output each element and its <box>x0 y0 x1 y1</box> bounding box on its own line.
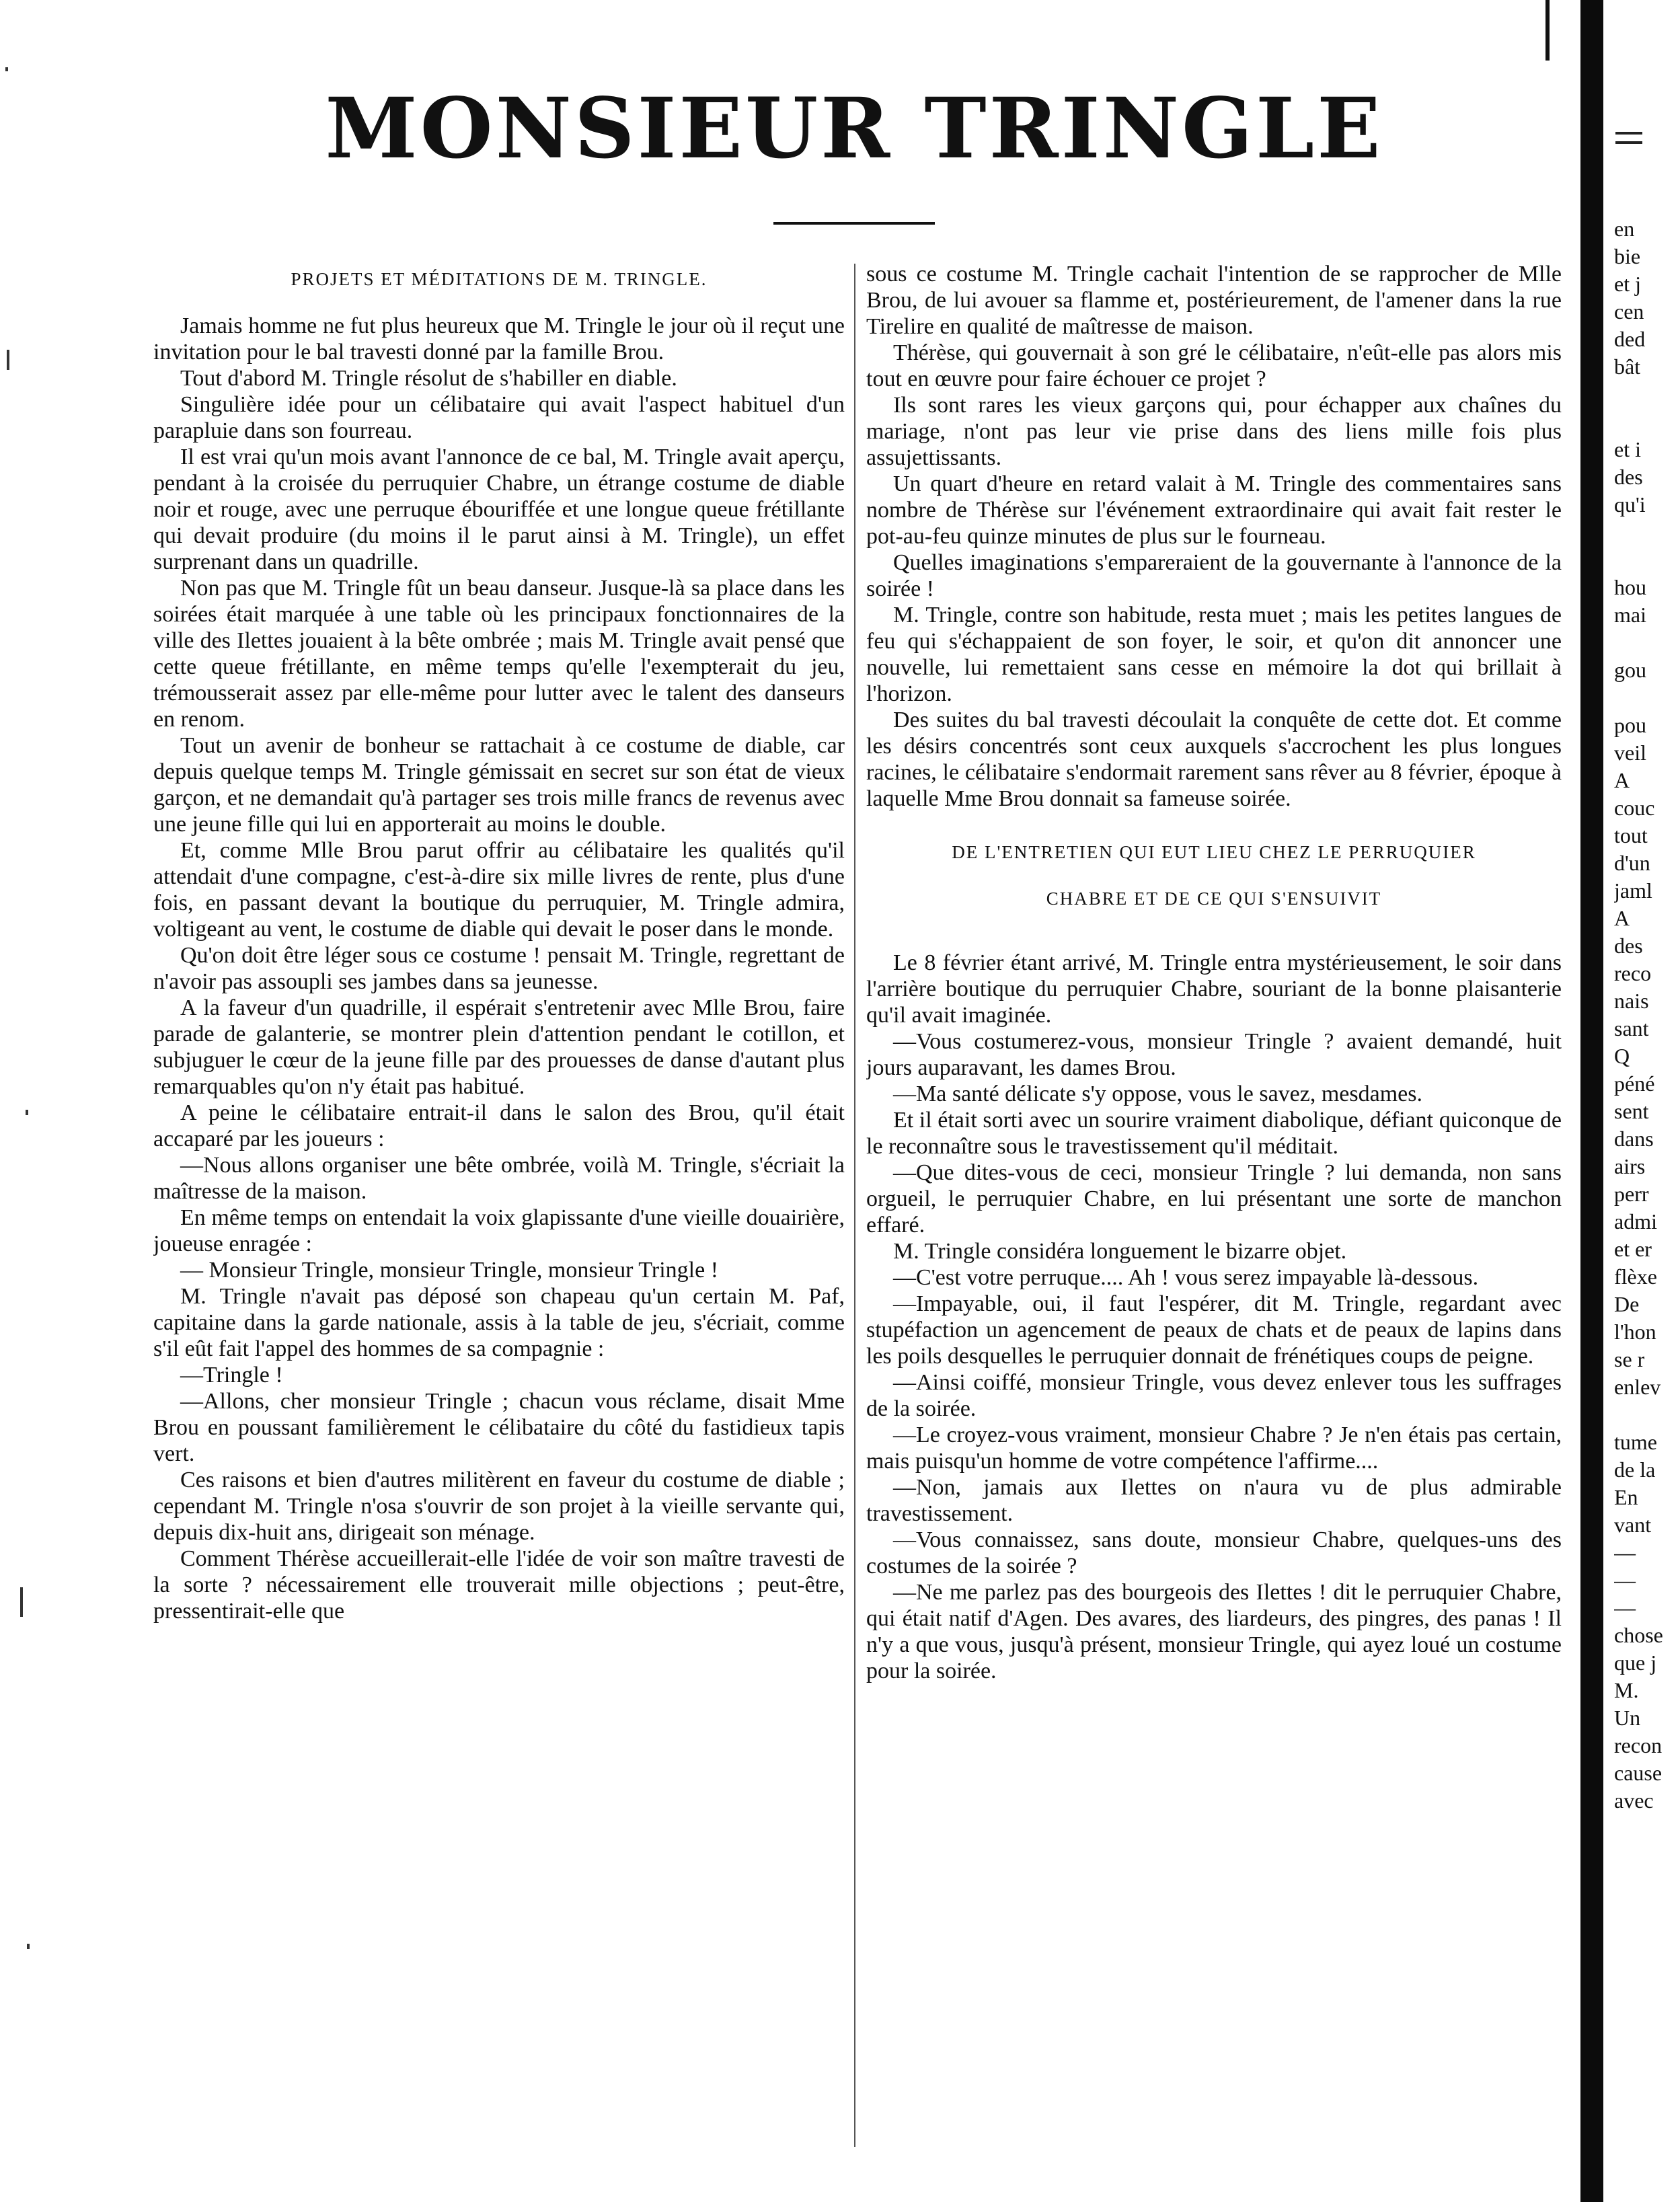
fragment-line: cen <box>1614 299 1644 324</box>
fragment-line: péné <box>1614 1071 1655 1096</box>
fragment-line: et j <box>1614 272 1641 296</box>
scan-margin-specks <box>0 0 40 2202</box>
paragraph: Tout un avenir de bonheur se rattachait à ce costume de diable, car depuis quelque temps M. Tringle gémissait en secret sur son état de vieux garçon, et ne demandait qu'à partager ses trois mille francs de revenus avec une jeune fille qui lui en apporterait au moins le double. <box>153 733 845 837</box>
paragraph: —Vous connaissez, sans doute, monsieur Chabre, quelques-uns des costumes de la soirée ? <box>866 1527 1562 1579</box>
speck <box>27 1944 30 1949</box>
fragment-line: couc <box>1614 796 1655 820</box>
fragment-line <box>1614 408 1680 436</box>
paragraph: Jamais homme ne fut plus heureux que M. Tringle le jour où il reçut une invitation pour le bal travesti donné par la famille Brou. <box>153 313 845 365</box>
fragment-line: veil <box>1614 741 1646 765</box>
fragment-line: cause <box>1614 1761 1663 1785</box>
paragraph: —Non, jamais aux Ilettes on n'aura vu de plus admirable travestissement. <box>866 1475 1562 1526</box>
fragment-line <box>1614 684 1680 712</box>
paragraph: Il est vrai qu'un mois avant l'annonce de ce bal, M. Tringle avait aperçu, pendant à la croisée du perruquier Chabre, un étrange costume de diable noir et rouge, avec une perruque ébouriffée et une longue queue frétillante qui devait produire (du moins il le parut ainsi à M. Tringle), un effet surprenant dans un quadrille. <box>153 445 845 574</box>
paragraph: Ces raisons et bien d'autres militèrent en faveur du costume de diable ; cependant M. Tringle n'osa s'ouvrir de son projet à la vieille servante qui, depuis dix-huit ans, dirigeait son ménage. <box>153 1468 845 1545</box>
fragment-line <box>1614 519 1680 546</box>
paragraph: M. Tringle, contre son habitude, resta muet ; mais les petites langues de feu qui s'échappaient de son foyer, le soir, et qu'on dit annoncer une nouvelle, lui remettaient sans cesse en mémoire la dot qui brillait à l'horizon. <box>866 603 1562 706</box>
fragment-line: bie <box>1614 244 1641 268</box>
fragment-line: vant <box>1614 1513 1652 1537</box>
fragment-line: et i <box>1614 437 1641 461</box>
paragraph: sous ce costume M. Tringle cachait l'intention de se rapprocher de Mlle Brou, de lui avouer sa flamme et, postérieurement, de l'amener dans la rue Tirelire en qualité de maîtresse de maison. <box>866 262 1562 339</box>
fragment-line: et er <box>1614 1237 1652 1261</box>
fragment-line: mai <box>1614 603 1646 627</box>
fragment-line: pou <box>1614 713 1646 737</box>
speck <box>5 67 8 71</box>
paragraph: En même temps on entendait la voix glapissante d'une vieille douairière, joueuse enragée : <box>153 1205 845 1256</box>
paragraph: — Monsieur Tringle, monsieur Tringle, monsieur Tringle ! <box>180 1258 719 1283</box>
section-heading: DE L'ENTRETIEN QUI EUT LIEU CHEZ LE PERRUQUIER <box>952 842 1476 862</box>
paragraph: —Que dites-vous de ceci, monsieur Tringle ? lui demanda, non sans orgueil, le perruquier Chabre, en lui présentant une sorte de manchon effaré. <box>866 1160 1562 1238</box>
paragraph: Le 8 février étant arrivé, M. Tringle entra mystérieusement, le soir dans l'arrière boutique du perruquier Chabre, souriant de la bonne plaisanterie qu'il avait imaginée. <box>866 950 1562 1028</box>
fragment-line: reco <box>1614 961 1652 985</box>
paragraph: —C'est votre perruque.... Ah ! vous serez impayable là-dessous. <box>893 1265 1479 1290</box>
scan-edge-mark <box>1545 0 1550 61</box>
fragment-line: nais <box>1614 989 1649 1013</box>
fragment-line: gou <box>1614 658 1646 682</box>
fragment-line: De <box>1614 1292 1640 1316</box>
paragraph: Un quart d'heure en retard valait à M. Tringle des commentaires sans nombre de Thérèse sur l'événement extraordinaire qui avait fait rester le pot-au-feu quinze minutes de plus sur le fourneau. <box>866 471 1562 549</box>
paragraph: Et, comme Mlle Brou parut offrir au célibataire les qualités qu'il attendait d'une compagne, c'est-à-dire six mille livres de rente, plus d'une fois, en passant devant la boutique du perruquier, M. Tringle admira, voltigeant au vent, le costume de diable qui devait le poser dans le monde. <box>153 838 845 942</box>
speck <box>20 1587 23 1617</box>
paragraph: Non pas que M. Tringle fût un beau danseur. Jusque-là sa place dans les soirées était marquée à une table où les principaux fonctionnaires de la ville des Ilettes jouaient à la bête ombrée ; mais M. Tringle avait pensé que cette queue frétillante, en même temps qu'elle l'exempterait du jeu, trémousserait assez par elle-même pour lutter avec le talent des danseurs en renom. <box>153 576 845 732</box>
paragraph: Comment Thérèse accueillerait-elle l'idée de voir son maître travesti de la sorte ? nécessairement elle trouverait mille objections ; peut-être, pressentirait-elle que <box>153 1546 845 1624</box>
fragment-line: — <box>1614 1568 1636 1592</box>
paragraph: Tout d'abord M. Tringle résolut de s'habiller en diable. <box>180 366 677 391</box>
fragment-line: se r <box>1614 1347 1645 1371</box>
fragment-line: avec <box>1614 1788 1654 1813</box>
fragment-line: admi <box>1614 1209 1657 1233</box>
paragraph: Ils sont rares les vieux garçons qui, pour échapper aux chaînes du mariage, n'ont pas leur vie prise dans des liens mille fois plus assujettissants. <box>866 393 1562 470</box>
fragment-line: des <box>1614 934 1643 958</box>
fragment-line: qu'i <box>1614 492 1646 517</box>
column-right <box>866 261 1562 2202</box>
fragment-line: que j <box>1614 1650 1657 1675</box>
paragraph: Qu'on doit être léger sous ce costume ! pensait M. Tringle, regrettant de n'avoir pas assoupli ses jambes dans sa jeunesse. <box>153 943 845 994</box>
paragraph: Des suites du bal travesti découlait la conquête de cette dot. Et comme les désirs concentrés sont ceux auxquels s'accrochent les plus longues racines, le célibataire s'endormait rarement sans rêver au 8 février, époque à laquelle Mme Brou donnait sa fameuse soirée. <box>866 708 1562 811</box>
fragment-line: jaml <box>1614 878 1652 903</box>
fragment-line: tout <box>1614 823 1648 847</box>
fragment-line: — <box>1614 1595 1636 1620</box>
fragment-line: en <box>1614 217 1635 241</box>
paragraph: —Ainsi coiffé, monsieur Tringle, vous devez enlever tous les suffrages de la soirée. <box>866 1370 1562 1421</box>
title-rule <box>773 222 935 225</box>
speck <box>26 1110 28 1115</box>
section-heading-continued: CHABRE ET DE CE QUI S'ENSUIVIT <box>1046 888 1382 909</box>
fragment-line: l'hon <box>1614 1320 1656 1344</box>
speck <box>7 350 9 370</box>
fragment-line: ded <box>1614 327 1646 351</box>
fragment-line: En <box>1614 1485 1638 1509</box>
page-title: MONSIEUR TRINGLE <box>325 80 1383 178</box>
fragment-line: Q <box>1614 1044 1630 1068</box>
fragment-line: hou <box>1614 575 1646 599</box>
fragment-line: tume <box>1614 1430 1657 1454</box>
paragraph: —Vous costumerez-vous, monsieur Tringle ? avaient demandé, huit jours auparavant, les dames Brou. <box>866 1029 1562 1080</box>
fragment-line <box>1614 546 1680 574</box>
paragraph: —Ne me parlez pas des bourgeois des Ilettes ! dit le perruquier Chabre, qui était natif d'Agen. Des avares, des liardeurs, des pingres, des panas ! Il n'y a que vous, jusqu'à présent, monsieur Tringle, qui ayez loué un costume pour la soirée. <box>866 1580 1562 1683</box>
fragment-line: sent <box>1614 1099 1649 1123</box>
section-heading: PROJETS ET MÉDITATIONS DE M. TRINGLE. <box>291 269 708 289</box>
fragment-line <box>1614 1401 1680 1429</box>
paragraph: Quelles imaginations s'empareraient de la gouvernante à l'annonce de la soirée ! <box>866 550 1562 601</box>
paragraph: Singulière idée pour un célibataire qui avait l'aspect habituel d'un parapluie dans son fourreau. <box>153 392 845 443</box>
column-left <box>153 261 845 2202</box>
paragraph: Et il était sorti avec un sourire vraiment diabolique, défiant quiconque de le reconnaître sous le travestissement qu'il méditait. <box>866 1108 1562 1159</box>
fragment-line: A <box>1614 906 1630 930</box>
fragment-line <box>1614 629 1680 656</box>
paragraph: —Allons, cher monsieur Tringle ; chacun vous réclame, disait Mme Brou en poussant familièrement le célibataire du côté du fastidieux tapis vert. <box>153 1389 845 1466</box>
fragment-line: perr <box>1614 1182 1649 1206</box>
fragment-line: airs <box>1614 1154 1646 1178</box>
fragment-line: de la <box>1614 1457 1656 1482</box>
fragment-line: bât <box>1614 354 1641 379</box>
fragment-line: sant <box>1614 1016 1649 1040</box>
fragment-line: M. <box>1614 1678 1639 1702</box>
fragment-line: enlev <box>1614 1375 1661 1399</box>
fragment-line: dans <box>1614 1127 1654 1151</box>
fragment-line: flèxe <box>1614 1264 1657 1289</box>
fragment-line: d'un <box>1614 851 1650 875</box>
paragraph: M. Tringle n'avait pas déposé son chapeau qu'un certain M. Paf, capitaine dans la garde nationale, assis à la table de jeu, s'écriait, comme s'il eût fait l'appel des hommes de sa compagnie : <box>153 1284 845 1361</box>
fragment-line: chose <box>1614 1623 1663 1647</box>
adjacent-column-fragments <box>1614 215 1680 1815</box>
column-edge-rule <box>1615 132 1642 135</box>
paragraph: —Nous allons organiser une bête ombrée, voilà M. Tringle, s'écriait la maîtresse de la maison. <box>153 1153 845 1204</box>
paragraph: —Tringle ! <box>180 1363 283 1388</box>
paragraph: —Impayable, oui, il faut l'espérer, dit M. Tringle, regardant avec stupéfaction un agencement de peaux de chats et de peaux de lapins dans les poils desquelles le perruquier donnait de frénétiques coups de peigne. <box>866 1291 1562 1369</box>
fragment-line: Un <box>1614 1706 1641 1730</box>
column-divider <box>854 264 855 2147</box>
scan-binding-bar <box>1580 0 1603 2202</box>
paragraph: Thérèse, qui gouvernait à son gré le célibataire, n'eût-elle pas alors mis tout en œuvre pour faire échouer ce projet ? <box>866 340 1562 391</box>
paragraph: A la faveur d'un quadrille, il espérait s'entretenir avec Mlle Brou, faire parade de galanterie, se montrer plein d'attention pendant le cotillon, et subjuguer le cœur de la jeune fille par des prouesses de danse d'autant plus remarquables qu'on n'y était pas habitué. <box>153 995 845 1099</box>
fragment-line: recon <box>1614 1733 1663 1757</box>
paragraph: A peine le célibataire entrait-il dans le salon des Brou, qu'il était accaparé par les joueurs : <box>153 1100 845 1151</box>
fragment-line: — <box>1614 1540 1636 1564</box>
paragraph: M. Tringle considéra longuement le bizarre objet. <box>893 1239 1347 1264</box>
column-edge-rule <box>1615 141 1642 144</box>
fragment-line: des <box>1614 465 1643 489</box>
paragraph: —Ma santé délicate s'y oppose, vous le savez, mesdames. <box>893 1081 1422 1106</box>
paragraph: —Le croyez-vous vraiment, monsieur Chabre ? Je n'en étais pas certain, mais puisqu'un homme de votre compétence l'affirme.... <box>866 1422 1562 1474</box>
fragment-line <box>1614 381 1680 408</box>
fragment-line: A <box>1614 768 1630 792</box>
